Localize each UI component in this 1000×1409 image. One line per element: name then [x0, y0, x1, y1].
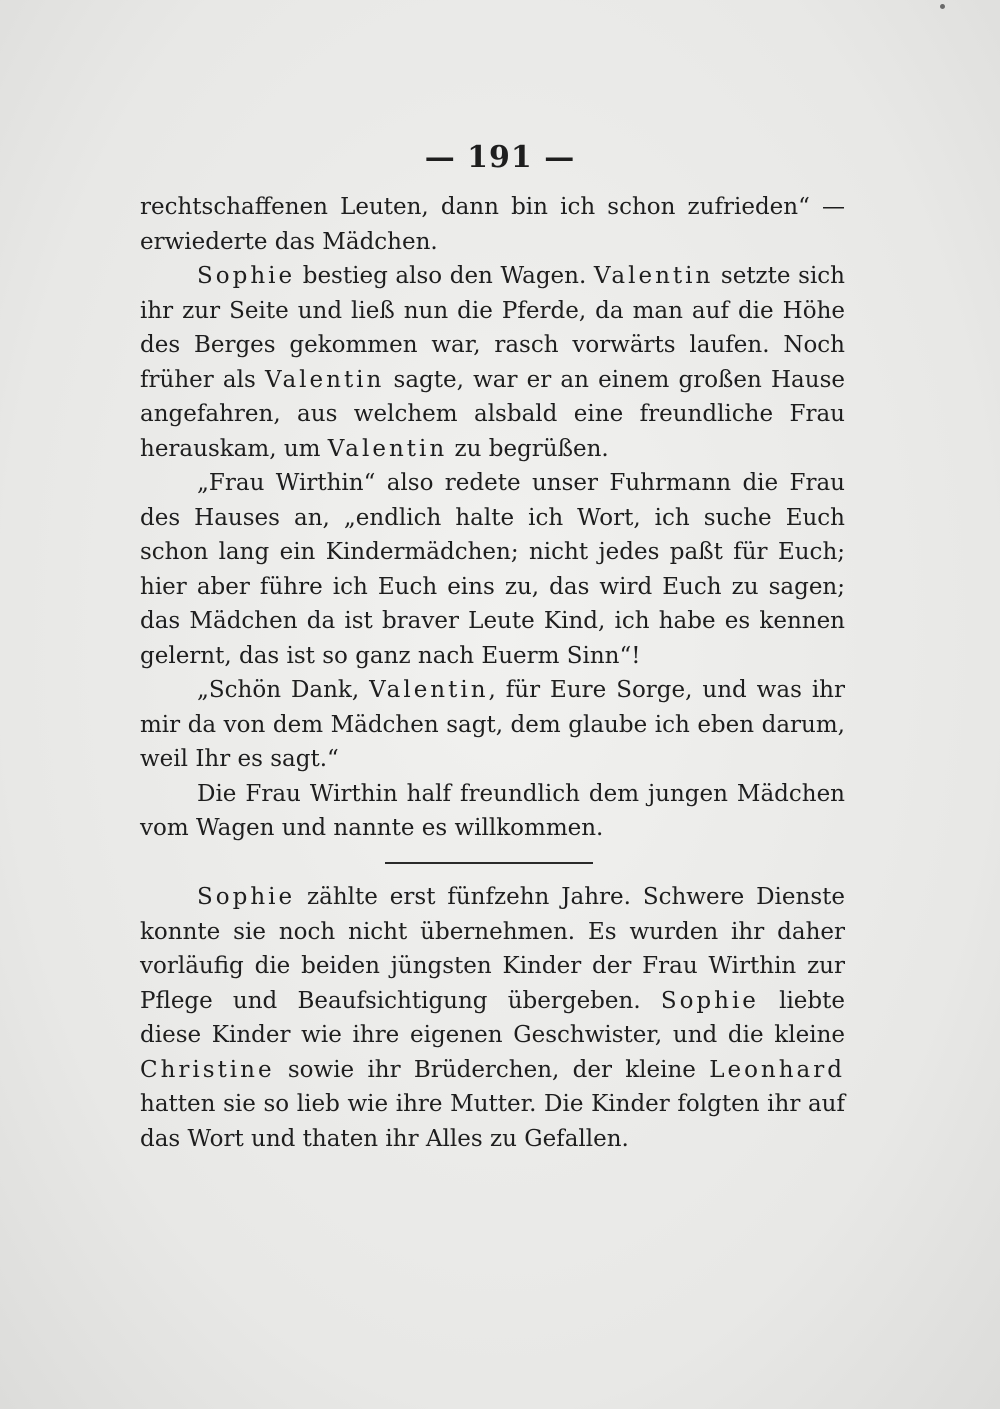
person-name: Sophie	[197, 884, 296, 910]
paragraph: rechtschaffenen Leuten, dann bin ich schon zufrieden“ — erwiederte das Mädchen.	[140, 194, 845, 255]
person-name: Valentin	[369, 677, 489, 703]
paragraph-text: bestieg also den Wagen.	[295, 263, 594, 289]
paragraph	[140, 880, 845, 1156]
person-name: Valentin	[264, 366, 385, 393]
paragraph	[140, 259, 845, 466]
person-name: Sophie	[660, 987, 759, 1014]
paragraph: „Frau Wirthin“ also redete unser Fuhrmann die Frau des Hauses an, „endlich halte ich Wort, ich suche Euch schon lang ein Kindermädchen; nicht jedes paßt für Euch; hier aber führe ich Euch eins zu, das wird Euch zu sagen; das Mädchen da ist braver Leute Kind, ich habe es kennen gelernt, das ist so ganz nach Euerm Sinn“!	[140, 470, 845, 669]
paragraph-text: zählte erst fünfzehn Jahre. Schwere Dienste konnte sie noch nicht übernehmen. Es wurden ihr daher vorläufig die beiden jüngsten Kinder der Frau Wirthin zur Pflege und Beaufsichtigung übergeben.	[140, 884, 845, 1014]
person-name: Leonhard	[709, 1056, 845, 1083]
paragraph: Die Frau Wirthin half freundlich dem jungen Mädchen vom Wagen und nannte es willkommen.	[140, 780, 845, 841]
person-name: Sophie	[197, 263, 296, 289]
paragraph-text: liebte diese Kinder wie ihre eigenen Geschwister, und die kleine	[140, 987, 845, 1048]
person-name: Valentin	[593, 263, 714, 289]
page-number-header: — 191 —	[424, 140, 576, 175]
paragraph-text: , für Eure Sorge, und was ihr mir da von dem Mädchen sagt, dem glaube ich eben darum, weil Ihr es sagt.“	[140, 677, 845, 772]
section-divider	[385, 862, 593, 864]
paragraph-text: „Schön Dank,	[197, 677, 370, 703]
paragraph-text: sowie ihr Brüderchen, der kleine	[274, 1056, 710, 1083]
person-name: Christine	[140, 1056, 275, 1083]
paragraph	[140, 673, 845, 777]
text-block-lower	[140, 880, 845, 1156]
paper-speck	[940, 4, 945, 9]
paragraph-text: setzte sich ihr zur Seite und ließ nun die Pferde, da man auf die Höhe des Berges gekommen war, rasch vorwärts laufen. Noch früher als	[140, 263, 845, 393]
paragraph-text: hatten sie so lieb wie ihre Mutter. Die Kinder folgten ihr auf das Wort und thaten ihr Alles zu Gefallen.	[140, 1091, 845, 1152]
paragraph-text: sagte, war er an einem großen Hause angefahren, aus welchem alsbald eine freundliche Frau herauskam, um	[140, 366, 845, 462]
text-block-upper	[140, 190, 845, 846]
person-name: Valentin	[327, 435, 448, 462]
paragraph-text: zu begrüßen.	[447, 435, 609, 462]
